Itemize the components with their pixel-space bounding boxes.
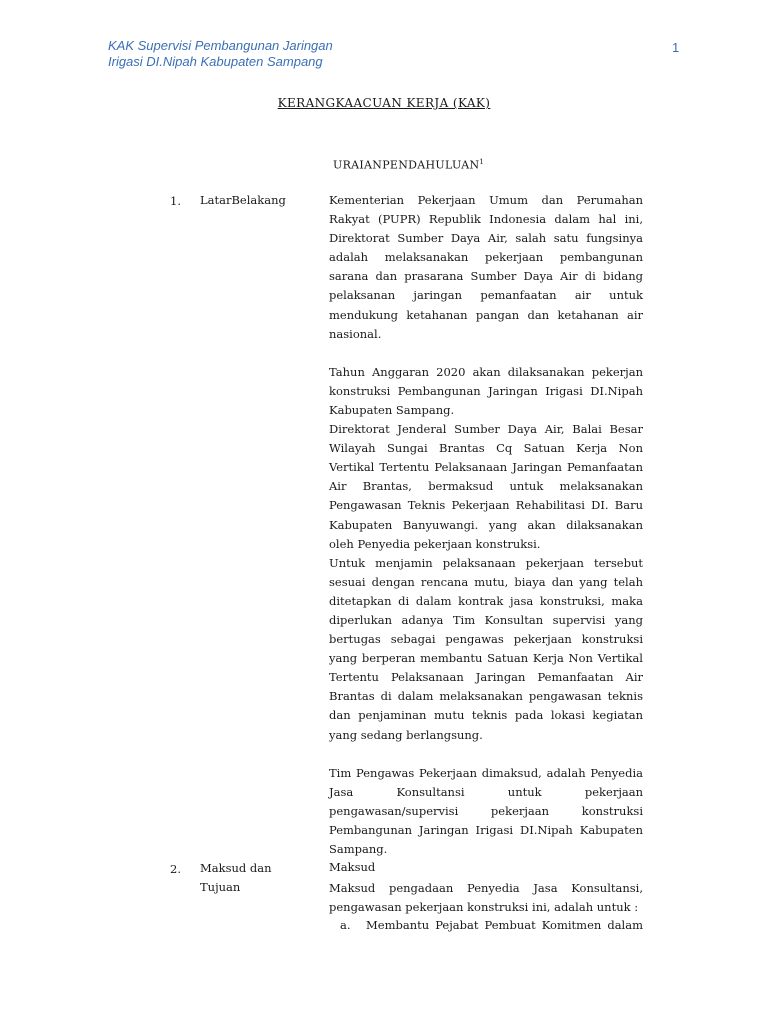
item-2-label-line-1: Maksud dan xyxy=(200,861,272,875)
item-1-number: 1. xyxy=(170,194,181,208)
paragraph: Kementerian Pekerjaan Umum dan Perumahan Rakyat (PUPR) Republik Indonesia dalam hal ini, Direktorat Sumber Daya Air, salah satu fungsinya adalah melaksanakan pekerjaan pembangunan sarana dan prasarana Sumber Daya Air di bidang pelaksanan jaringan pemanfaatan air untuk mendukung ketahanan pangan dan ketahanan air nasional. xyxy=(329,193,643,341)
item-2-number: 2. xyxy=(170,862,181,876)
page-number: 1 xyxy=(672,40,680,55)
item-2-subtitle: Maksud xyxy=(329,860,376,874)
paragraph: Untuk menjamin pelaksanaan pekerjaan tersebut sesuai dengan rencana mutu, biaya dan yang telah ditetapkan di dalam kontrak jasa konstruksi, maka diperlukan adanya Tim Konsultan supervisi yang bertugas sebagai pengawas pekerjaan konstruksi yang berperan membantu Satuan Kerja Non Vertikal Tertentu Pelaksanaan Jaringan Pemanfaatan Air Brantas di dalam melaksanakan pengawasan teknis dan penjaminan mutu teknis pada lokasi kegiatan yang sedang berlangsung. xyxy=(329,555,643,742)
footnote-marker: 1 xyxy=(479,158,485,166)
item-2-label-line-2: Tujuan xyxy=(200,880,241,894)
header-line-2: Irigasi DI.Nipah Kabupaten Sampang xyxy=(108,54,323,69)
section-heading xyxy=(333,158,484,172)
document-title: KERANGKAACUAN KERJA (KAK) xyxy=(277,96,491,110)
header-line-1: KAK Supervisi Pembangunan Jaringan xyxy=(108,38,333,53)
list-text: Membantu Pejabat Pembuat Komitmen dalam xyxy=(366,918,643,932)
item-1-body xyxy=(329,191,643,859)
list-marker: a. xyxy=(340,918,351,932)
section-heading-text: URAIANPENDAHULUAN xyxy=(333,158,480,172)
item-1-label: LatarBelakang xyxy=(200,193,286,207)
paragraph: Tim Pengawas Pekerjaan dimaksud, adalah Penyedia Jasa Konsultansi untuk pekerjaan pengawasan/supervisi pekerjaan konstruksi Pembangunan Jaringan Irigasi DI.Nipah Kabupaten Sampang. xyxy=(329,765,643,856)
paragraph: Direktorat Jenderal Sumber Daya Air, Balai Besar Wilayah Sungai Brantas Cq Satuan Kerja Non Vertikal Tertentu Pelaksanaan Jaringan Pemanfaatan Air Brantas, bermaksud untuk melaksanakan Pengawasan Teknis Pekerjaan Rehabilitasi DI. Baru Kabupaten Banyuwangi. yang akan dilaksanakan oleh Penyedia pekerjaan konstruksi. xyxy=(329,422,643,551)
running-header xyxy=(108,38,333,70)
item-2-label xyxy=(200,859,272,897)
item-2-paragraph: Maksud pengadaan Penyedia Jasa Konsultansi, pengawasan pekerjaan konstruksi ini, adalah untuk : xyxy=(329,881,643,915)
paragraph: Tahun Anggaran 2020 akan dilaksanakan pekerjan konstruksi Pembangunan Jaringan Irigasi DI.Nipah Kabupaten Sampang. xyxy=(329,364,643,417)
list-item xyxy=(340,918,643,932)
